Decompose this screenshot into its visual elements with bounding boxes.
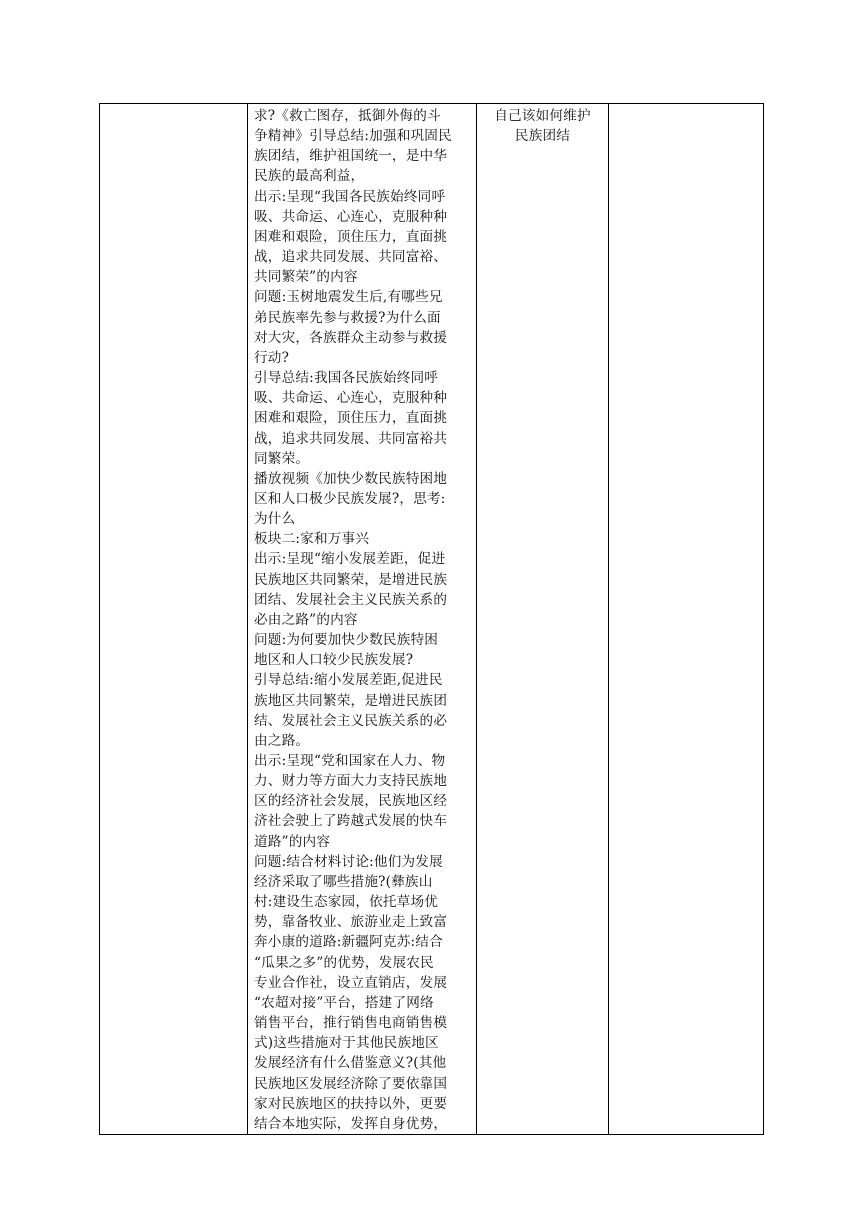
text-line: 势，靠备牧业、旅游业走上致富 bbox=[254, 914, 448, 931]
text-line: 共同繁荣”的内容 bbox=[254, 269, 358, 286]
text-line: “瓜果之多”的优势，发展农民 bbox=[254, 954, 434, 971]
text-line: 奔小康的道路:新疆阿克苏:结合 bbox=[254, 934, 443, 951]
text-line: 吸、共命运、心连心，克服种种 bbox=[254, 208, 448, 225]
text-line: 家对民族地区的扶持以外，更要 bbox=[254, 1095, 448, 1112]
table-row bbox=[100, 104, 764, 1135]
text-line: 求?《救亡图存，抵御外侮的斗 bbox=[254, 108, 441, 124]
text-line: 力、财力等方面大力支持民族地 bbox=[254, 773, 448, 790]
text-line: 地区和人口较少民族发展? bbox=[254, 652, 414, 669]
text-line: “农超对接”平台，搭建了网络 bbox=[254, 994, 434, 1011]
text-line: 争精神》引导总结:加强和巩固民 bbox=[254, 128, 452, 145]
text-line: 民族的最高利益， bbox=[254, 168, 365, 185]
text-line: 弟民族率先参与救援?为什么面 bbox=[254, 309, 441, 326]
text-line: 族团结，维护祖国统一，是中华 bbox=[254, 148, 448, 165]
text-line: 战，追求共同发展、共同富裕、 bbox=[254, 249, 448, 266]
student-activity-text bbox=[477, 104, 608, 146]
text-line: 必由之路”的内容 bbox=[254, 611, 358, 628]
text-line: 播放视频《加快少数民族特困地 bbox=[254, 470, 448, 487]
lesson-plan-table bbox=[99, 103, 764, 1135]
text-line: 民族地区共同繁荣，是增进民族 bbox=[254, 571, 448, 588]
text-line: 行动? bbox=[254, 349, 290, 366]
text-line: 困难和艰险，顶住压力，直面挑 bbox=[254, 410, 448, 427]
text-line: 区和人口极少民族发展?，思考: bbox=[254, 490, 446, 507]
text-line: 为什么 bbox=[254, 511, 296, 528]
text-line: 结合本地实际，发挥自身优势， bbox=[254, 1115, 448, 1132]
text-line: 板块二:家和万事兴 bbox=[254, 531, 370, 548]
text-line: 村:建设生态家园，依托草场优 bbox=[254, 894, 439, 911]
text-line: 团结、发展社会主义民族关系的 bbox=[254, 591, 448, 608]
text-line: 引导总结:缩小发展差距,促进民 bbox=[254, 672, 443, 689]
text-line: 对大灾，各族群众主动参与救援 bbox=[254, 329, 448, 346]
text-line: 族地区共同繁荣，是增进民族团 bbox=[254, 692, 448, 709]
text-line: 由之路。 bbox=[254, 732, 310, 749]
text-line: 销售平台，推行销售电商销售模 bbox=[254, 1015, 448, 1032]
teaching-activity-text bbox=[248, 104, 476, 1134]
text-line: 式)这些措施对于其他民族地区 bbox=[254, 1035, 439, 1052]
text-line: 民族地区发展经济除了要依靠国 bbox=[254, 1075, 448, 1092]
teaching-activity-cell bbox=[248, 104, 477, 1135]
text-line: 战，追求共同发展、共同富裕共 bbox=[254, 430, 448, 447]
text-line: 问题:为何要加快少数民族特困 bbox=[254, 632, 439, 649]
text-line: 道路”的内容 bbox=[254, 833, 331, 850]
text-line: 引导总结:我国各民族始终同呼 bbox=[254, 370, 439, 387]
text-line: 吸、共命运、心连心，克服种种 bbox=[254, 390, 448, 407]
text-line: 出示:呈现“缩小发展差距，促进 bbox=[254, 551, 446, 568]
text-line: 民族团结 bbox=[514, 128, 571, 145]
empty-cell-left bbox=[100, 104, 248, 1135]
text-line: 济社会驶上了跨越式发展的快车 bbox=[254, 813, 448, 830]
text-line: 出示:呈现“党和国家在人力、物 bbox=[254, 753, 446, 769]
student-activity-cell bbox=[477, 104, 609, 1135]
text-line: 问题:玉树地震发生后,有哪些兄 bbox=[254, 289, 443, 306]
text-line: 困难和艰险，顶住压力，直面挑 bbox=[254, 228, 448, 245]
text-line: 区的经济社会发展，民族地区经 bbox=[254, 793, 448, 810]
empty-cell-right bbox=[609, 104, 764, 1135]
text-line: 问题:结合材料讨论:他们为发展 bbox=[254, 853, 443, 870]
text-line: 发展经济有什么借鉴意义?(其他 bbox=[254, 1055, 447, 1072]
text-line: 专业合作社，设立直销店，发展 bbox=[254, 974, 448, 991]
text-line: 同繁荣。 bbox=[254, 450, 310, 467]
text-line: 经济采取了哪些措施?(彝族山 bbox=[254, 873, 433, 890]
text-line: 自己该如何维护 bbox=[494, 108, 591, 124]
text-line: 出示:呈现“我国各民族始终同呼 bbox=[254, 188, 446, 205]
text-line: 结、发展社会主义民族关系的必 bbox=[254, 712, 448, 729]
